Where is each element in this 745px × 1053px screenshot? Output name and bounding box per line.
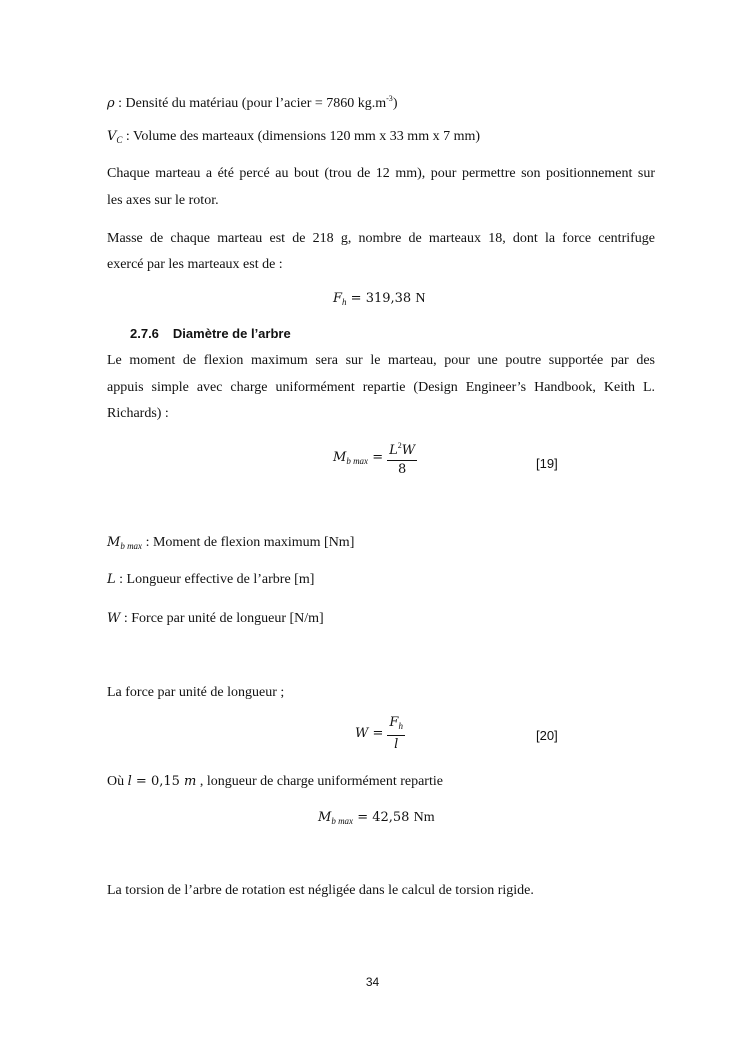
length-definition	[107, 571, 314, 589]
para3-line3: Richards) :	[107, 406, 169, 421]
where-value: = 0,15	[131, 774, 185, 789]
rho-definition	[107, 90, 397, 113]
eq19-denominator: 8	[397, 462, 407, 477]
rho-exponent: -3	[386, 94, 393, 103]
para1-line2: les axes sur le rotor.	[107, 193, 219, 208]
para5-line1: La torsion de l’arbre de rotation est négligée dans le calcul de torsion rigide.	[107, 883, 534, 898]
eq19-lhs: M	[333, 450, 347, 466]
eq20-num-f: F	[389, 715, 399, 730]
eq20-denominator: l	[394, 737, 399, 752]
fh-subscript: h	[342, 297, 347, 307]
where-unit: m	[184, 774, 197, 789]
mbmax-result-value: = 42,58	[353, 810, 414, 825]
eq20-equals: =	[368, 726, 384, 742]
eq20-num-subscript: h	[398, 721, 403, 731]
mbmax-definition	[107, 534, 354, 555]
where-suffix: , longueur de charge uniformément repartie	[196, 774, 443, 789]
para3-line2: appuis simple avec charge uniformément repartie (Design Engineer’s Handbook, Keith L.	[107, 380, 655, 395]
para3-line1: Le moment de flexion maximum sera sur le marteau, pour une poutre supportée par des	[107, 353, 655, 368]
equation-19	[333, 438, 417, 478]
eq19-num-l: L	[389, 443, 398, 458]
eq19-num-exponent: 2	[397, 441, 402, 450]
page-number: 34	[365, 975, 380, 989]
eq19-reference: [19]	[536, 456, 558, 471]
mbmax-result-symbol: M	[318, 810, 332, 825]
vc-subscript: C	[116, 135, 123, 145]
fh-unit: N	[415, 291, 426, 306]
mbmax-text: : Moment de flexion maximum [Nm]	[142, 535, 355, 550]
eq20-fraction	[387, 715, 405, 753]
eq19-fraction	[387, 438, 417, 478]
force-definition	[107, 610, 324, 628]
length-symbol: L	[107, 572, 116, 587]
vc-symbol: V	[107, 129, 117, 144]
para2-line2: exercé par les marteaux est de :	[107, 257, 283, 272]
mbmax-result-subscript: b max	[331, 816, 354, 826]
where-line	[107, 773, 443, 791]
eq19-equals: =	[368, 450, 384, 466]
where-prefix: Où	[107, 774, 128, 789]
mbmax-symbol: M	[107, 535, 121, 550]
rho-text: : Densité du matériau (pour l’acier = 7860 kg.m	[114, 96, 387, 111]
eq19-numerator	[387, 438, 417, 461]
para4-line1: La force par unité de longueur ;	[107, 685, 285, 700]
mbmax-subscript: b max	[120, 541, 143, 551]
fh-symbol: F	[333, 291, 343, 306]
eq20-lhs: W	[355, 726, 369, 742]
eq20-reference: [20]	[536, 728, 558, 743]
eq20-numerator	[387, 715, 405, 736]
eq19-lhs-subscript: b max	[346, 456, 369, 467]
rho-close: )	[392, 96, 398, 111]
rho-symbol: ρ	[107, 96, 115, 111]
vc-text: : Volume des marteaux (dimensions 120 mm x 33 mm x 7 mm)	[122, 129, 481, 144]
length-text: : Longueur effective de l’arbre [m]	[115, 572, 315, 587]
section-heading	[130, 325, 291, 343]
para2-line1: Masse de chaque marteau est de 218 g, nombre de marteaux 18, dont la force centrifuge	[107, 231, 655, 246]
section-title: Diamètre de l’arbre	[172, 326, 291, 341]
section-number: 2.7.6	[130, 326, 159, 341]
vc-definition	[107, 128, 480, 149]
equation-20	[355, 715, 405, 753]
para1-line1: Chaque marteau a été percé au bout (trou de 12 mm), pour permettre son positionnement sur	[107, 166, 655, 181]
mbmax-result	[318, 809, 435, 830]
mbmax-result-unit: Nm	[413, 810, 435, 825]
force-text: : Force par unité de longueur [N/m]	[120, 611, 324, 626]
where-symbol: l	[127, 774, 132, 789]
fh-value: = 319,38	[346, 291, 416, 306]
fh-equation	[333, 290, 425, 311]
eq19-num-w: W	[401, 443, 416, 458]
force-symbol: W	[107, 611, 121, 626]
